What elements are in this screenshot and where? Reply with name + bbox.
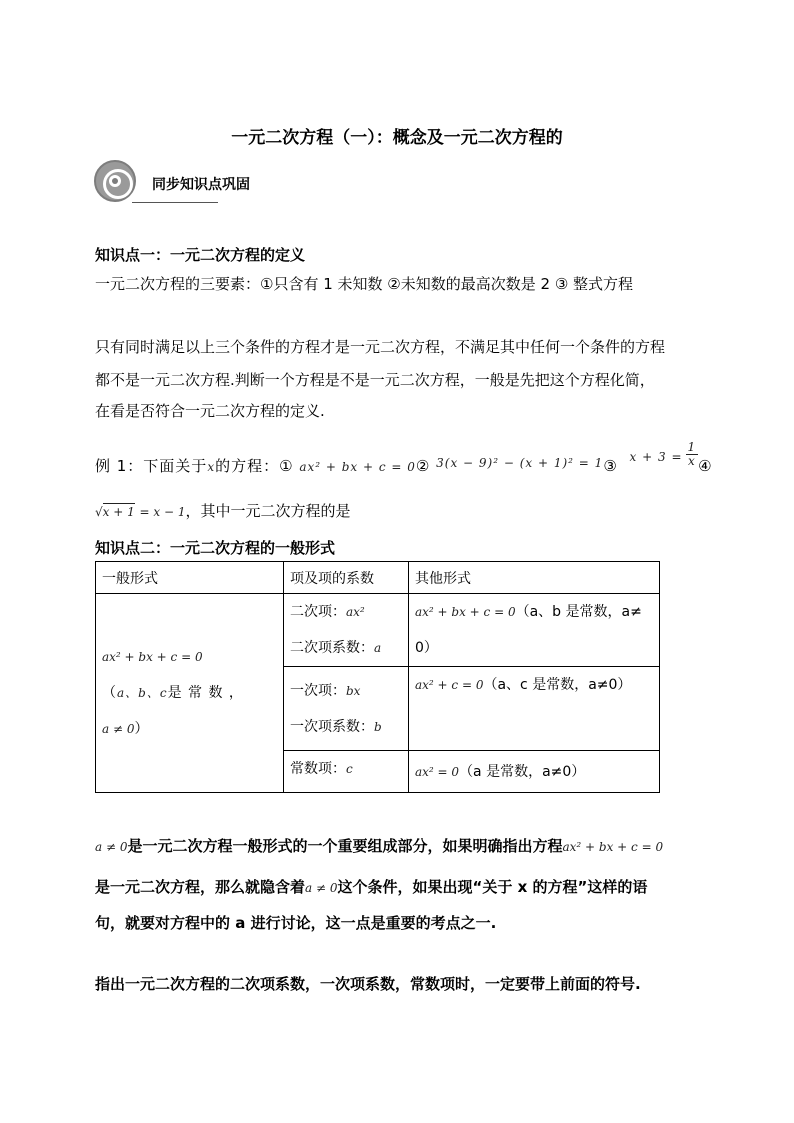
table-header-cell: 一般形式 bbox=[96, 562, 284, 594]
table-header-cell: 其他形式 bbox=[409, 562, 660, 594]
quad-val: ax² bbox=[346, 605, 365, 619]
general-eq: ax² + bx + c = 0 bbox=[102, 650, 203, 664]
example-eq-4-radicand: x + 1 bbox=[102, 505, 135, 519]
note1-cond-2: a ≠ 0 bbox=[305, 881, 338, 895]
const-val: c bbox=[346, 762, 353, 776]
table-header-row bbox=[96, 562, 660, 594]
const-label: 常数项： bbox=[290, 761, 346, 777]
page-title: 一元二次方程（一）：概念及一元二次方程的 bbox=[231, 128, 563, 148]
example-mark-2: ② bbox=[415, 457, 431, 475]
other3-eq: ax² = 0 bbox=[415, 764, 460, 779]
fraction-denominator: x bbox=[687, 454, 696, 468]
example-eq-3-fraction bbox=[686, 441, 699, 468]
example-mark-3: ③ bbox=[603, 457, 618, 475]
paren-close: ） bbox=[134, 721, 149, 737]
table-header-cell: 项及项的系数 bbox=[284, 562, 409, 594]
example-eq-2: 3(x − 9)² − (x + 1)² = 1 bbox=[436, 456, 604, 470]
general-vars: a、b、c bbox=[117, 686, 168, 700]
other3-note: （a 是常数，a≠0） bbox=[459, 763, 586, 780]
note2: 指出一元二次方程的二次项系数，一次项系数，常数项时，一定要带上前面的符号. bbox=[95, 975, 641, 993]
quad-coef-label: 二次项系数： bbox=[290, 640, 374, 656]
note1-line-3: 句，就要对方程中的 a 进行讨论，这一点是重要的考点之一. bbox=[95, 914, 497, 932]
table-row bbox=[96, 594, 660, 667]
section1-heading: 知识点一：一元二次方程的定义 bbox=[95, 246, 306, 264]
lin-coef-label: 一次项系数： bbox=[290, 718, 374, 735]
note1-text-1: 是一元二次方程一般形式的一个重要组成部分，如果明确指出方程 bbox=[127, 837, 563, 855]
example-mark-4: ④ bbox=[698, 457, 713, 475]
example-prefix: 例 1：下面关于 bbox=[95, 457, 208, 475]
definition-para-line-1: 只有同时满足以上三个条件的方程才是一元二次方程，不满足其中任何一个条件的方程 bbox=[95, 338, 666, 356]
example-1-cont bbox=[95, 497, 351, 527]
general-note: 是 常 数 ， bbox=[167, 685, 244, 701]
other1-eq: ax² + bx + c = 0 bbox=[415, 605, 516, 619]
quad-label: 二次项： bbox=[290, 604, 346, 620]
other2-eq: ax² + c = 0 bbox=[415, 678, 484, 692]
note1-line-1 bbox=[95, 832, 663, 862]
other-form-1-cell bbox=[409, 594, 660, 667]
example-middle: 的方程：① bbox=[215, 457, 294, 475]
lin-val: bx bbox=[346, 683, 361, 698]
three-elements-line: 一元二次方程的三要素：①只含有 1 未知数 ②未知数的最高次数是 2 ③ 整式方程 bbox=[95, 275, 634, 293]
general-form-cell bbox=[96, 594, 284, 793]
paren-open: （ bbox=[102, 685, 117, 701]
badge-label: 同步知识点巩固 bbox=[152, 177, 250, 193]
quadratic-term-cell bbox=[284, 594, 409, 667]
section2-heading: 知识点二：一元二次方程的一般形式 bbox=[95, 539, 336, 557]
example-eq-3-left: x + 3 = bbox=[629, 450, 683, 464]
general-form-table bbox=[95, 561, 660, 793]
note1-eq: ax² + bx + c = 0 bbox=[562, 840, 664, 854]
lin-label: 一次项： bbox=[290, 682, 346, 699]
other-form-2-cell bbox=[409, 667, 660, 751]
fraction-numerator: 1 bbox=[687, 440, 697, 454]
other-form-3-cell bbox=[409, 751, 660, 793]
other1-note: （a、b 是常数，a≠ bbox=[515, 604, 642, 620]
badge-underline bbox=[132, 202, 218, 203]
section-badge bbox=[94, 160, 250, 206]
linear-term-cell bbox=[284, 667, 409, 751]
other1-note-end: 0） bbox=[415, 640, 438, 656]
example-1 bbox=[95, 440, 713, 482]
note1-line-2 bbox=[95, 873, 647, 903]
example-eq-4-rest: = x − 1 bbox=[139, 505, 186, 519]
other2-note: （a、c 是常数，a≠0） bbox=[483, 677, 632, 693]
general-cond: a ≠ 0 bbox=[102, 722, 135, 736]
definition-para-line-2: 都不是一元二次方程.判断一个方程是不是一元二次方程，一般是先把这个方程化简， bbox=[95, 371, 655, 389]
sqrt-icon: √ bbox=[95, 505, 103, 519]
constant-term-cell bbox=[284, 751, 409, 793]
note1-cond: a ≠ 0 bbox=[95, 840, 128, 854]
quad-coef-val: a bbox=[374, 641, 382, 655]
example-eq-1: ax² + bx + c = 0 bbox=[299, 460, 416, 474]
definition-para-line-3: 在看是否符合一元二次方程的定义. bbox=[95, 402, 325, 420]
example-var: x bbox=[207, 460, 216, 474]
lin-coef-val: b bbox=[374, 719, 382, 734]
target-icon bbox=[94, 160, 136, 202]
example-suffix: ，其中一元二次方程的是 bbox=[185, 502, 351, 520]
note1-text-3: 这个条件，如果出现“关于 x 的方程”这样的语 bbox=[337, 878, 648, 896]
note1-text-2: 是一元二次方程，那么就隐含着 bbox=[95, 878, 306, 896]
